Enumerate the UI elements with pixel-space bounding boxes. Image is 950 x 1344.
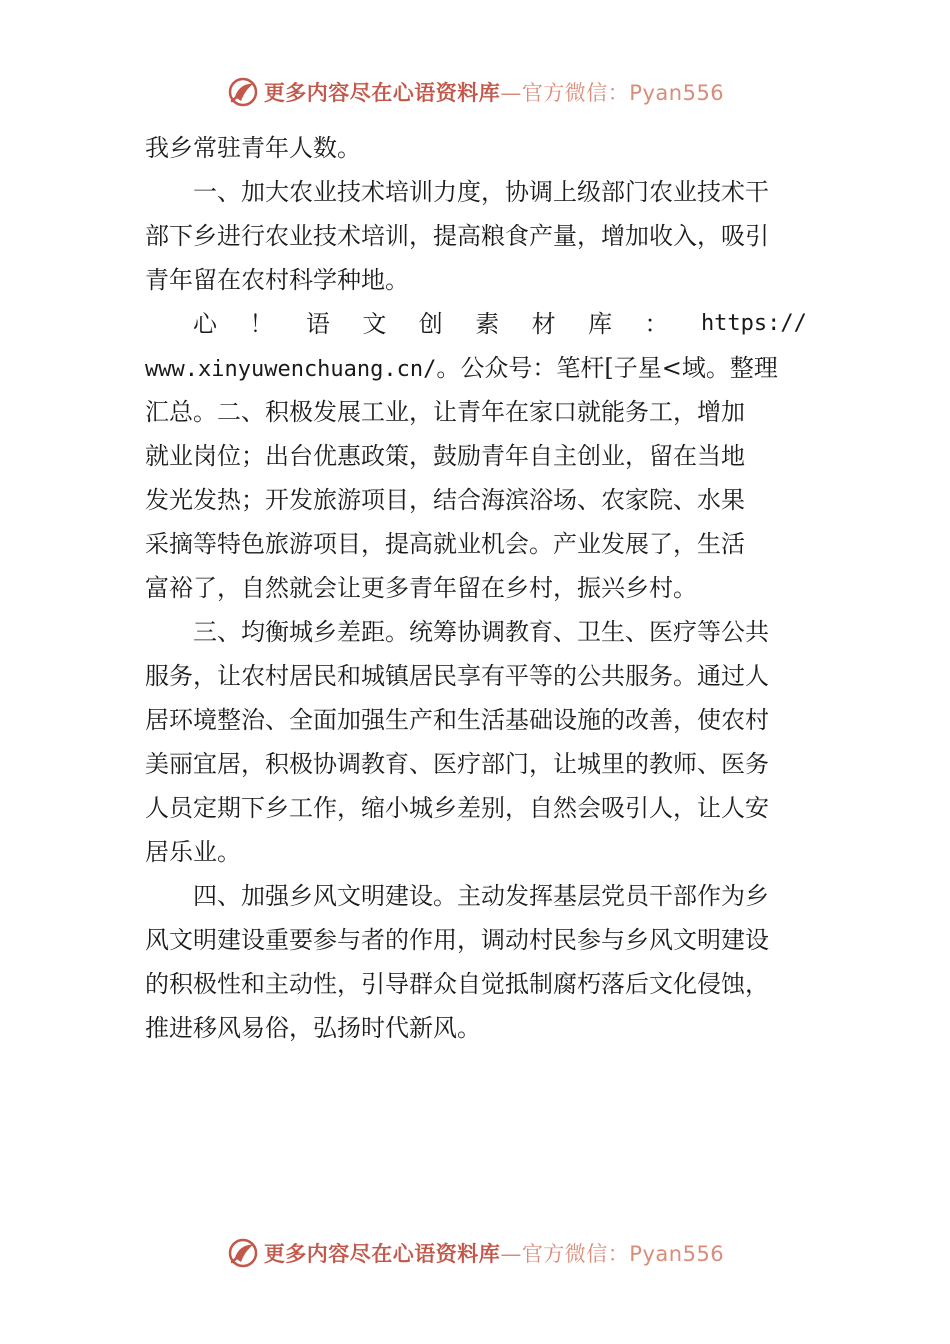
- paragraph-line: 发光发热；开发旅游项目，结合海滨浴场、农家院、水果: [145, 486, 745, 514]
- paragraph-line: 就业岗位；出台优惠政策，鼓励青年自主创业，留在当地: [145, 442, 745, 470]
- header-banner: [0, 72, 950, 112]
- footer-banner-text: [264, 1238, 724, 1268]
- spaced-char: ！: [249, 310, 274, 338]
- spaced-char: 材: [531, 310, 556, 338]
- paragraph-line: 居乐业。: [145, 838, 241, 866]
- footer-suffix-text: —官方微信：Pyan556: [500, 1242, 725, 1266]
- paragraph-line: 四、加强乡风文明建设。主动发挥基层党员干部作为乡: [193, 882, 769, 910]
- brand-logo-icon: [226, 1236, 260, 1270]
- paragraph-line: 三、均衡城乡差距。统筹协调教育、卫生、医疗等公共: [193, 618, 769, 646]
- footer-banner: [0, 1233, 950, 1273]
- paragraph-line: 居环境整治、全面加强生产和生活基础设施的改善，使农村: [145, 706, 769, 734]
- spaced-char: 语: [305, 310, 330, 338]
- header-banner-text: [264, 77, 724, 107]
- spaced-char: ：: [644, 310, 669, 338]
- paragraph-line: 服务，让农村居民和城镇居民享有平等的公共服务。通过人: [145, 662, 769, 690]
- paragraph-line: 的积极性和主动性，引导群众自觉抵制腐朽落后文化侵蚀，: [145, 970, 769, 998]
- paragraph-line-spaced: [145, 302, 807, 346]
- paragraph-line: 我乡常驻青年人数。: [145, 134, 361, 162]
- brand-logo-icon: [226, 75, 260, 109]
- paragraph-line: 青年留在农村科学种地。: [145, 266, 409, 294]
- spaced-char: 创: [418, 310, 443, 338]
- url-fragment: https://: [700, 311, 807, 336]
- spaced-char: 文: [362, 310, 387, 338]
- footer-brand-text: 更多内容尽在心语资料库: [263, 1242, 501, 1266]
- spaced-char: 心: [193, 310, 217, 338]
- spaced-char: 库: [588, 310, 613, 338]
- paragraph-line: 风文明建设重要参与者的作用，调动村民参与乡风文明建设: [145, 926, 769, 954]
- spaced-char: 素: [475, 310, 500, 338]
- paragraph-line: 美丽宜居，积极协调教育、医疗部门，让城里的教师、医务: [145, 750, 769, 778]
- paragraph-line: 人员定期下乡工作，缩小城乡差别，自然会吸引人，让人安: [145, 794, 769, 822]
- paragraph-line: 汇总。二、积极发展工业，让青年在家口就能务工，增加: [145, 398, 745, 426]
- header-suffix-text: —官方微信：Pyan556: [500, 81, 725, 105]
- url-text: www.xinyuwenchuang.cn/: [145, 357, 437, 382]
- paragraph-line: 部下乡进行农业技术培训，提高粮食产量，增加收入，吸引: [145, 222, 769, 250]
- header-brand-text: 更多内容尽在心语资料库: [263, 81, 501, 105]
- paragraph-line: 采摘等特色旅游项目，提高就业机会。产业发展了，生活: [145, 530, 745, 558]
- paragraph-line: [145, 346, 807, 390]
- paragraph-line-rest: 。公众号：笔杆[子星<域。整理: [436, 354, 778, 382]
- paragraph-line: 推进移风易俗，弘扬时代新风。: [145, 1014, 481, 1042]
- paragraph-line: 富裕了，自然就会让更多青年留在乡村，振兴乡村。: [145, 574, 697, 602]
- paragraph-line: 一、加大农业技术培训力度，协调上级部门农业技术干: [193, 178, 769, 206]
- document-body: [145, 126, 807, 1050]
